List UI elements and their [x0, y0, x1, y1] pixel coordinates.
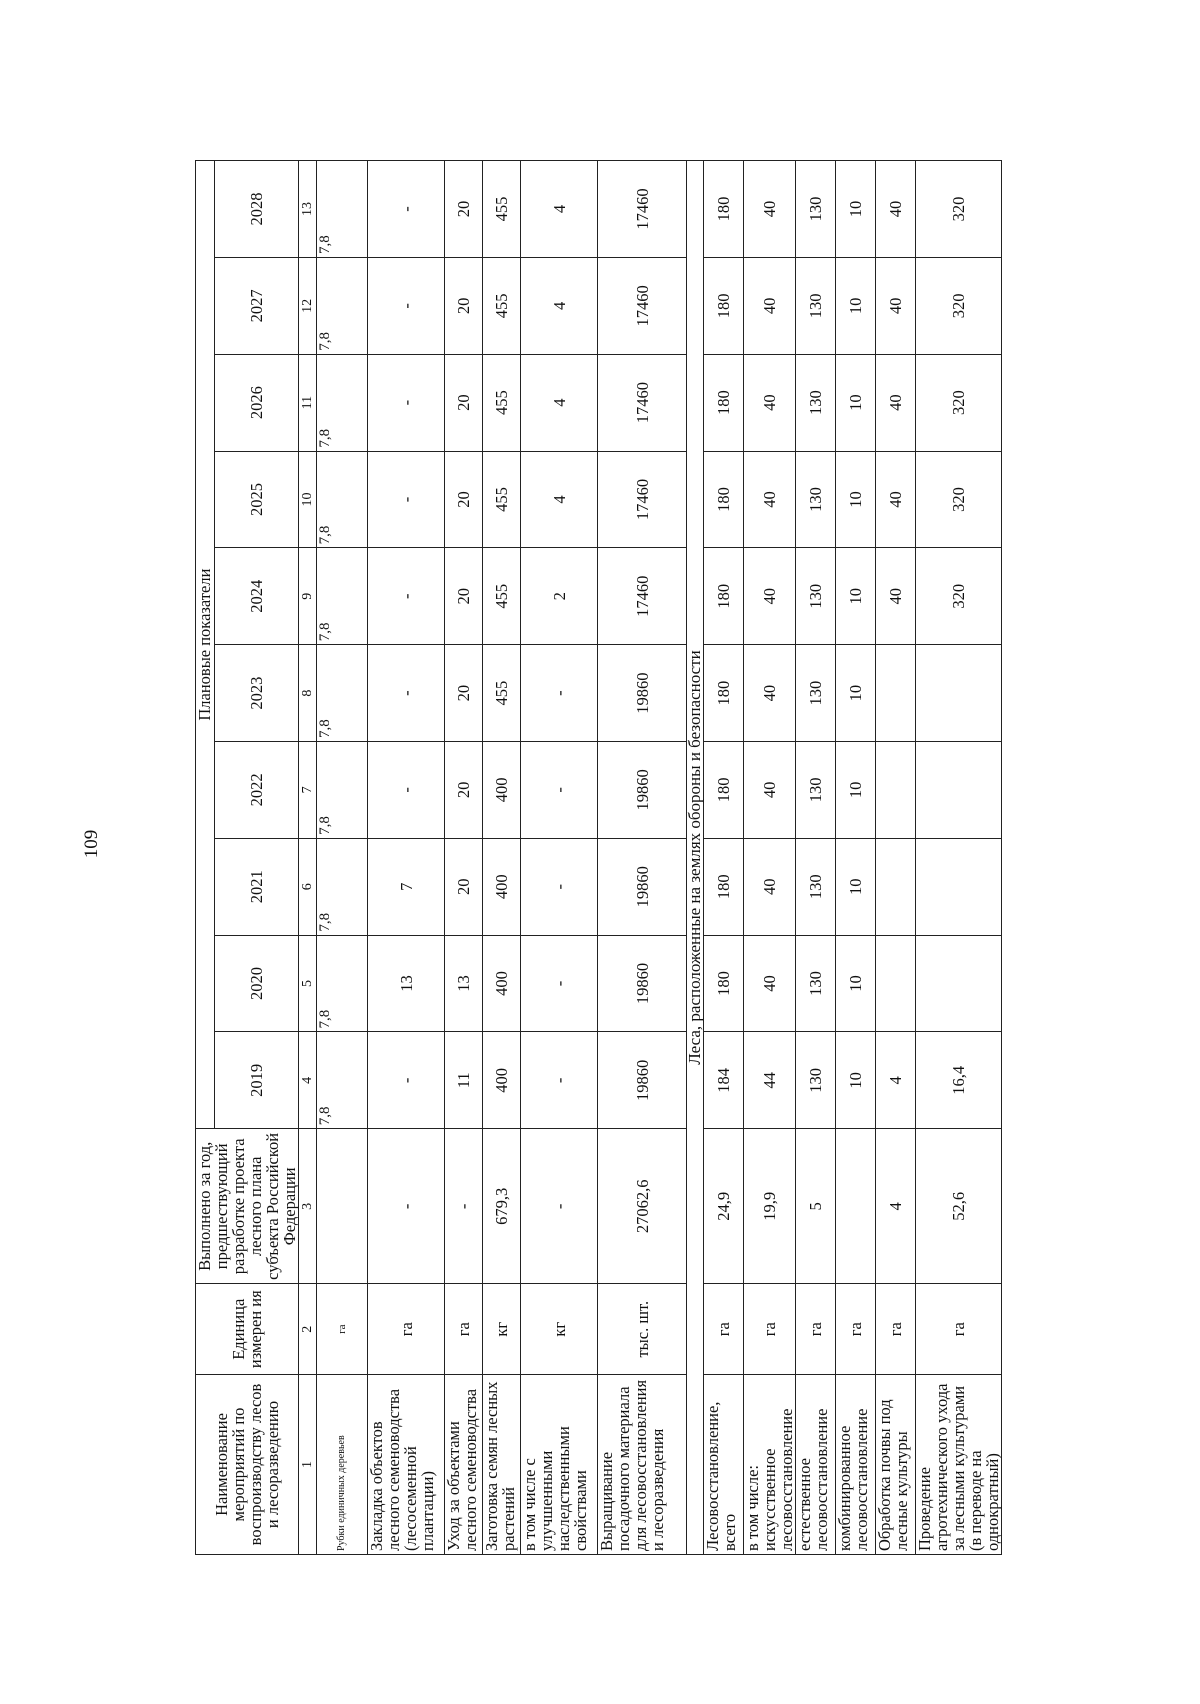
row-unit: га [796, 1284, 836, 1375]
plan-value-cell: 40 [744, 257, 796, 354]
plan-value-cell: 20 [445, 742, 483, 839]
plan-value-cell: 7,8 [317, 354, 368, 451]
row-name: в том числе: искусственное лесовосстановление [744, 1375, 796, 1555]
plan-value-cell [916, 645, 1002, 742]
row-done-value: 679,3 [483, 1129, 521, 1284]
plan-value-cell: 180 [704, 161, 744, 258]
page-number: 109 [81, 829, 102, 859]
table-row [368, 161, 445, 1555]
plan-value-cell: 180 [704, 354, 744, 451]
plan-value-cell [876, 742, 916, 839]
row-unit: тыс. шт. [598, 1284, 687, 1375]
plan-value-cell: 7,8 [317, 1032, 368, 1129]
header-year: 2022 [214, 742, 298, 839]
row-done-value: - [368, 1129, 445, 1284]
plan-value-cell: 180 [704, 257, 744, 354]
plan-value-cell: 130 [796, 1032, 836, 1129]
plan-value-cell: 7,8 [317, 742, 368, 839]
plan-value-cell: - [521, 645, 598, 742]
header-year: 2027 [214, 257, 298, 354]
row-name: Обработка почвы под лесные культуры [876, 1375, 916, 1555]
plan-value-cell: 10 [836, 742, 876, 839]
plan-value-cell: 10 [836, 645, 876, 742]
plan-value-cell: 455 [483, 451, 521, 548]
row-name: Закладка объектов лесного семеноводства (лесосеменной плантации) [368, 1375, 445, 1555]
plan-value-cell: 7,8 [317, 645, 368, 742]
row-name: комбинированное лесовосстановление [836, 1375, 876, 1555]
plan-value-cell: 7 [368, 838, 445, 935]
plan-value-cell: 130 [796, 257, 836, 354]
row-unit: га [704, 1284, 744, 1375]
row-unit: га [744, 1284, 796, 1375]
plan-value-cell: 4 [876, 1032, 916, 1129]
header-unit: Единица измерен ия [196, 1284, 299, 1375]
row-done-value: 4 [876, 1129, 916, 1284]
header-year: 2028 [214, 161, 298, 258]
row-unit: кг [521, 1284, 598, 1375]
column-number: 1 [299, 1375, 317, 1555]
plan-value-cell: 40 [876, 354, 916, 451]
plan-value-cell: 320 [916, 548, 1002, 645]
plan-value-cell: 130 [796, 935, 836, 1032]
plan-value-cell: 17460 [598, 161, 687, 258]
column-number: 10 [299, 451, 317, 548]
header-year: 2020 [214, 935, 298, 1032]
plan-value-cell: 455 [483, 257, 521, 354]
table-row [836, 161, 876, 1555]
plan-value-cell: 400 [483, 1032, 521, 1129]
column-number: 12 [299, 257, 317, 354]
plan-value-cell: - [368, 645, 445, 742]
plan-value-cell: - [521, 935, 598, 1032]
rotated-table-container [195, 160, 1073, 1555]
plan-value-cell: 20 [445, 645, 483, 742]
plan-value-cell: 400 [483, 838, 521, 935]
column-number: 4 [299, 1032, 317, 1129]
row-unit: кг [483, 1284, 521, 1375]
plan-value-cell: 4 [521, 354, 598, 451]
plan-value-cell: 17460 [598, 354, 687, 451]
table-row [796, 161, 836, 1555]
row-unit: га [445, 1284, 483, 1375]
plan-value-cell: 40 [744, 935, 796, 1032]
plan-value-cell: - [368, 354, 445, 451]
row-unit: га [368, 1284, 445, 1375]
plan-value-cell: 10 [836, 257, 876, 354]
plan-value-cell: 4 [521, 257, 598, 354]
plan-value-cell [876, 935, 916, 1032]
plan-value-cell: 20 [445, 161, 483, 258]
plan-value-cell [916, 742, 1002, 839]
plan-value-cell: 180 [704, 548, 744, 645]
column-numbers-row [299, 161, 317, 1555]
section-title: Леса, расположенные на землях обороны и безопасности [687, 161, 704, 1555]
table-row [744, 161, 796, 1555]
plan-value-cell: 40 [876, 451, 916, 548]
plan-value-cell: 40 [744, 645, 796, 742]
plan-value-cell: 400 [483, 935, 521, 1032]
table-row [876, 161, 916, 1555]
plan-value-cell: 19860 [598, 838, 687, 935]
table-row [704, 161, 744, 1555]
header-plan: Плановые показатели [196, 161, 215, 1129]
row-done-value [836, 1129, 876, 1284]
plan-value-cell: 40 [744, 838, 796, 935]
plan-value-cell: 130 [796, 742, 836, 839]
plan-value-cell: 19860 [598, 742, 687, 839]
row-unit: га [876, 1284, 916, 1375]
plan-value-cell: 16,4 [916, 1032, 1002, 1129]
plan-value-cell: 40 [876, 257, 916, 354]
row-done-value [317, 1129, 368, 1284]
column-number: 13 [299, 161, 317, 258]
column-number: 2 [299, 1284, 317, 1375]
header-year: 2024 [214, 548, 298, 645]
row-done-value: - [521, 1129, 598, 1284]
plan-value-cell: 130 [796, 451, 836, 548]
row-done-value: 24,9 [704, 1129, 744, 1284]
plan-value-cell: 7,8 [317, 548, 368, 645]
plan-value-cell: - [368, 742, 445, 839]
plan-value-cell: 320 [916, 354, 1002, 451]
column-number: 6 [299, 838, 317, 935]
plan-value-cell: - [521, 742, 598, 839]
plan-value-cell: 17460 [598, 451, 687, 548]
header-year: 2025 [214, 451, 298, 548]
plan-value-cell: 40 [876, 161, 916, 258]
plan-value-cell: 20 [445, 354, 483, 451]
plan-value-cell: 10 [836, 1032, 876, 1129]
plan-value-cell: 130 [796, 354, 836, 451]
plan-value-cell: 17460 [598, 257, 687, 354]
plan-value-cell: 130 [796, 548, 836, 645]
row-name: Выращивание посадочного материала для лесовосстановления и лесоразведения [598, 1375, 687, 1555]
plan-value-cell: 40 [744, 451, 796, 548]
plan-value-cell: 20 [445, 451, 483, 548]
row-name: Проведение агротехнического ухода за лесными культурами (в переводе на однократный) [916, 1375, 1002, 1555]
table-row [916, 161, 1002, 1555]
plan-value-cell: - [521, 1032, 598, 1129]
plan-value-cell: 20 [445, 548, 483, 645]
column-number: 8 [299, 645, 317, 742]
plan-value-cell [876, 645, 916, 742]
plan-value-cell: 7,8 [317, 257, 368, 354]
column-number: 11 [299, 354, 317, 451]
plan-value-cell [876, 838, 916, 935]
row-name: Рубки единичных деревьев [317, 1375, 368, 1555]
plan-value-cell: 10 [836, 935, 876, 1032]
plan-value-cell: 40 [744, 742, 796, 839]
plan-value-cell: 10 [836, 354, 876, 451]
column-number: 9 [299, 548, 317, 645]
column-number: 3 [299, 1129, 317, 1284]
table-row [598, 161, 687, 1555]
plan-value-cell: 10 [836, 548, 876, 645]
forest-plan-table [195, 160, 1002, 1555]
plan-value-cell: 455 [483, 645, 521, 742]
plan-value-cell: 180 [704, 935, 744, 1032]
plan-value-cell: 19860 [598, 645, 687, 742]
row-name: Заготовка семян лесных растений [483, 1375, 521, 1555]
plan-value-cell: 130 [796, 838, 836, 935]
plan-value-cell [916, 935, 1002, 1032]
column-number: 5 [299, 935, 317, 1032]
plan-value-cell: 455 [483, 548, 521, 645]
plan-value-cell: 40 [744, 161, 796, 258]
plan-value-cell: 19860 [598, 1032, 687, 1129]
table-row [317, 161, 368, 1555]
plan-value-cell: 44 [744, 1032, 796, 1129]
plan-value-cell: 320 [916, 451, 1002, 548]
header-year: 2026 [214, 354, 298, 451]
row-done-value: 27062,6 [598, 1129, 687, 1284]
plan-value-cell: 2 [521, 548, 598, 645]
plan-value-cell: 7,8 [317, 838, 368, 935]
plan-value-cell: 455 [483, 354, 521, 451]
plan-value-cell: 10 [836, 838, 876, 935]
row-done-value: 19,9 [744, 1129, 796, 1284]
header-year: 2021 [214, 838, 298, 935]
table-row [483, 161, 521, 1555]
plan-value-cell: 4 [521, 451, 598, 548]
row-name: Уход за объектами лесного семеноводства [445, 1375, 483, 1555]
plan-value-cell: 180 [704, 451, 744, 548]
plan-value-cell: 10 [836, 161, 876, 258]
plan-value-cell: 320 [916, 161, 1002, 258]
header-year: 2023 [214, 645, 298, 742]
plan-value-cell: 19860 [598, 935, 687, 1032]
header-year: 2019 [214, 1032, 298, 1129]
row-unit: га [317, 1284, 368, 1375]
plan-value-cell: 20 [445, 257, 483, 354]
rows-group-a [317, 161, 687, 1555]
plan-value-cell: 11 [445, 1032, 483, 1129]
plan-value-cell: 40 [744, 548, 796, 645]
row-name: Лесовосстановление, всего [704, 1375, 744, 1555]
plan-value-cell: - [368, 1032, 445, 1129]
rows-group-b [704, 161, 1002, 1555]
plan-value-cell [916, 838, 1002, 935]
row-name: в том числе с улучшенными наследственными свойствами [521, 1375, 598, 1555]
table-row [445, 161, 483, 1555]
plan-value-cell: 40 [744, 354, 796, 451]
plan-value-cell: 130 [796, 645, 836, 742]
row-unit: га [836, 1284, 876, 1375]
row-done-value: 5 [796, 1129, 836, 1284]
plan-value-cell: 455 [483, 161, 521, 258]
plan-value-cell: 7,8 [317, 935, 368, 1032]
plan-value-cell: 180 [704, 838, 744, 935]
plan-value-cell: 180 [704, 742, 744, 839]
plan-value-cell: 17460 [598, 548, 687, 645]
plan-value-cell: - [368, 548, 445, 645]
column-number: 7 [299, 742, 317, 839]
header-done: Выполнено за год, предшествующий разработке проекта лесного плана субъекта Российской Федерации [196, 1129, 299, 1284]
row-done-value: 52,6 [916, 1129, 1002, 1284]
plan-value-cell: 7,8 [317, 451, 368, 548]
plan-value-cell: 10 [836, 451, 876, 548]
plan-value-cell: - [368, 161, 445, 258]
plan-value-cell: 7,8 [317, 161, 368, 258]
plan-value-cell: 184 [704, 1032, 744, 1129]
row-unit: га [916, 1284, 1002, 1375]
plan-value-cell: 20 [445, 838, 483, 935]
row-done-value: - [445, 1129, 483, 1284]
plan-value-cell: 180 [704, 645, 744, 742]
plan-value-cell: 40 [876, 548, 916, 645]
plan-value-cell: - [368, 257, 445, 354]
plan-value-cell: 320 [916, 257, 1002, 354]
plan-value-cell: 4 [521, 161, 598, 258]
plan-value-cell: 13 [445, 935, 483, 1032]
plan-value-cell: 400 [483, 742, 521, 839]
plan-value-cell: 130 [796, 161, 836, 258]
table-row [521, 161, 598, 1555]
header-name: Наименование мероприятий по воспроизводству лесов и лесоразведению [196, 1375, 299, 1555]
plan-value-cell: 13 [368, 935, 445, 1032]
plan-value-cell: - [521, 838, 598, 935]
plan-value-cell: - [368, 451, 445, 548]
row-name: естественное лесовосстановление [796, 1375, 836, 1555]
